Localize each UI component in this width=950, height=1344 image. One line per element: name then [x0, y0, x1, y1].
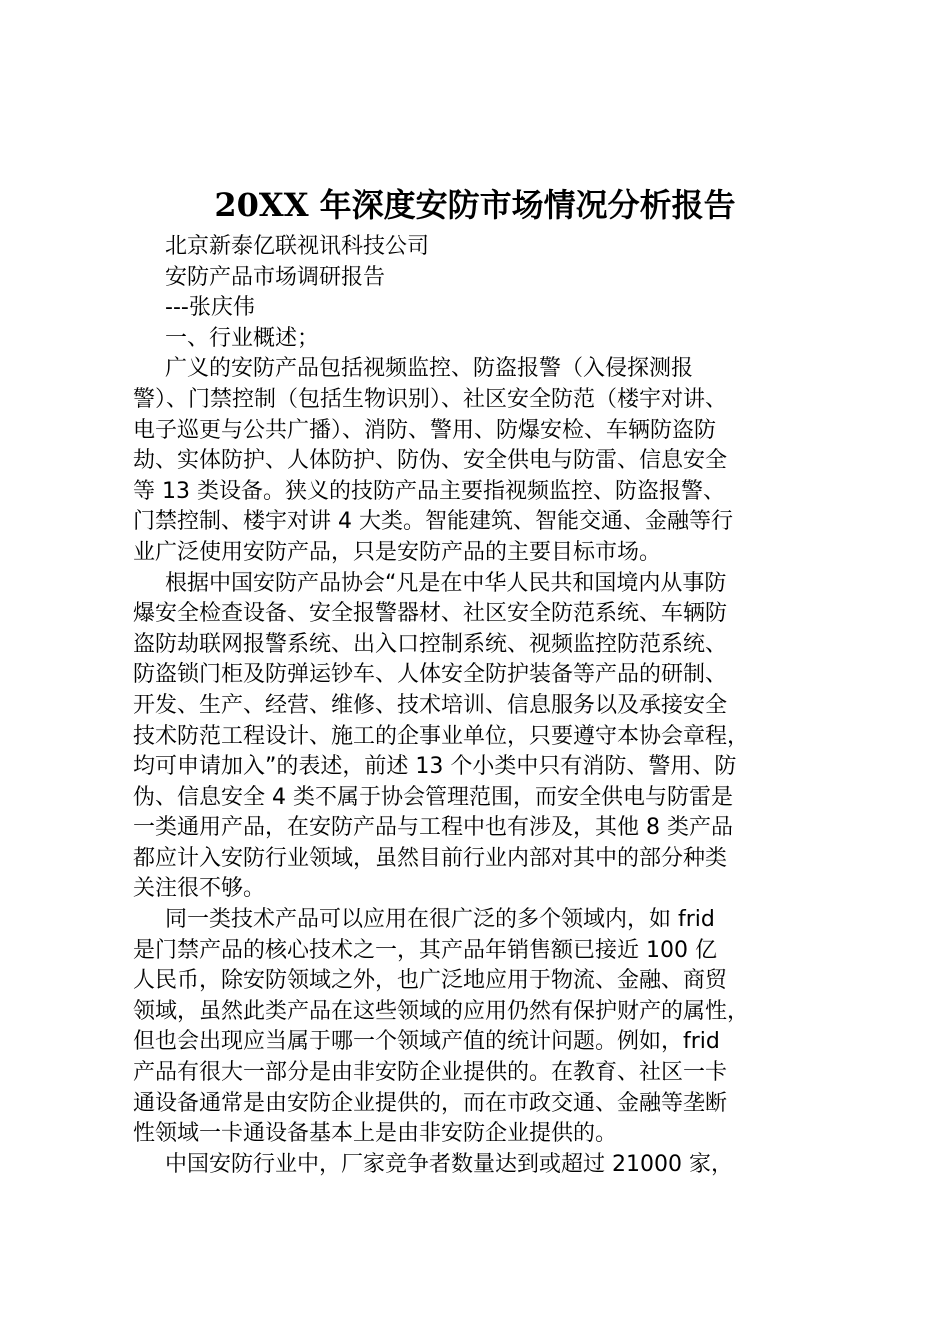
paragraph2-line: 开发、生产、经营、维修、技术培训、信息服务以及承接安全 — [133, 692, 728, 718]
paragraph3-line: 是门禁产品的核心技术之一，其产品年销售额已接近 100 亿 — [133, 937, 717, 963]
paragraph3-line: 性领域一卡通设备基本上是由非安防企业提供的。 — [133, 1121, 618, 1147]
paragraph2-line: 爆安全检查设备、安全报警器材、社区安全防范系统、车辆防 — [133, 601, 728, 627]
paragraph1-line: 广义的安防产品包括视频监控、防盗报警（入侵探测报 — [165, 356, 694, 382]
paragraph3-line: 产品有很大一部分是由非安防企业提供的。在教育、社区一卡 — [133, 1060, 728, 1086]
paragraph2-line: 均可申请加入”的表述，前述 13 个小类中只有消防、警用、防 — [133, 754, 737, 780]
paragraph2-line: 伪、信息安全 4 类不属于协会管理范围，而安全供电与防雷是 — [133, 784, 733, 810]
paragraph3-line: 但也会出现应当属于哪一个领域产值的统计问题。例如，frid — [133, 1029, 720, 1055]
paragraph2-line: 一类通用产品，在安防产品与工程中也有涉及，其他 8 类产品 — [133, 815, 733, 841]
paragraph3-line: 通设备通常是由安防企业提供的，而在市政交通、金融等垄断 — [133, 1090, 728, 1116]
paragraph2-line: 关注很不够。 — [133, 876, 266, 902]
paragraph2-line: 技术防范工程设计、施工的企事业单位，只要遵守本协会章程， — [133, 723, 750, 749]
document-body — [133, 232, 845, 1180]
section-heading: 一、行业概述； — [165, 325, 320, 351]
paragraph1-line: 业广泛使用安防产品，只是安防产品的主要目标市场。 — [133, 539, 662, 565]
paragraph2-line: 防盗锁门柜及防弹运钞车、人体安全防护装备等产品的研制、 — [133, 662, 728, 688]
paragraph1-line: 门禁控制、楼宇对讲 4 大类。智能建筑、智能交通、金融等行 — [133, 509, 733, 535]
paragraph2-line: 根据中国安防产品协会“凡是在中华人民共和国境内从事防 — [165, 570, 727, 596]
paragraph1-line: 劫、实体防护、人体防护、防伪、安全供电与防雷、信息安全 — [133, 448, 728, 474]
author-line: ---张庆伟 — [165, 295, 255, 321]
paragraph4-line: 中国安防行业中，厂家竞争者数量达到或超过 21000 家， — [165, 1151, 733, 1177]
paragraph3-line: 人民币，除安防领域之外，也广泛地应用于物流、金融、商贸 — [133, 968, 728, 994]
paragraph3-line: 同一类技术产品可以应用在很广泛的多个领域内，如 frid — [165, 907, 715, 933]
paragraph2-line: 都应计入安防行业领域，虽然目前行业内部对其中的部分种类 — [133, 845, 728, 871]
paragraph2-line: 盗防劫联网报警系统、出入口控制系统、视频监控防范系统、 — [133, 631, 728, 657]
paragraph3-line: 领域，虽然此类产品在这些领域的应用仍然有保护财产的属性， — [133, 998, 750, 1024]
company-name: 北京新泰亿联视讯科技公司 — [165, 234, 430, 259]
paragraph1-line: 等 13 类设备。狭义的技防产品主要指视频监控、防盗报警、 — [133, 478, 725, 504]
paragraph1-line: 电子巡更与公共广播）、消防、警用、防爆安检、车辆防盗防 — [133, 417, 717, 443]
paragraph1-line: 警）、门禁控制（包括生物识别）、社区安全防范（楼宇对讲、 — [133, 386, 728, 412]
report-subtitle: 安防产品市场调研报告 — [165, 264, 386, 290]
document-title: 20XX 年深度安防市场情况分析报告 — [214, 186, 736, 224]
